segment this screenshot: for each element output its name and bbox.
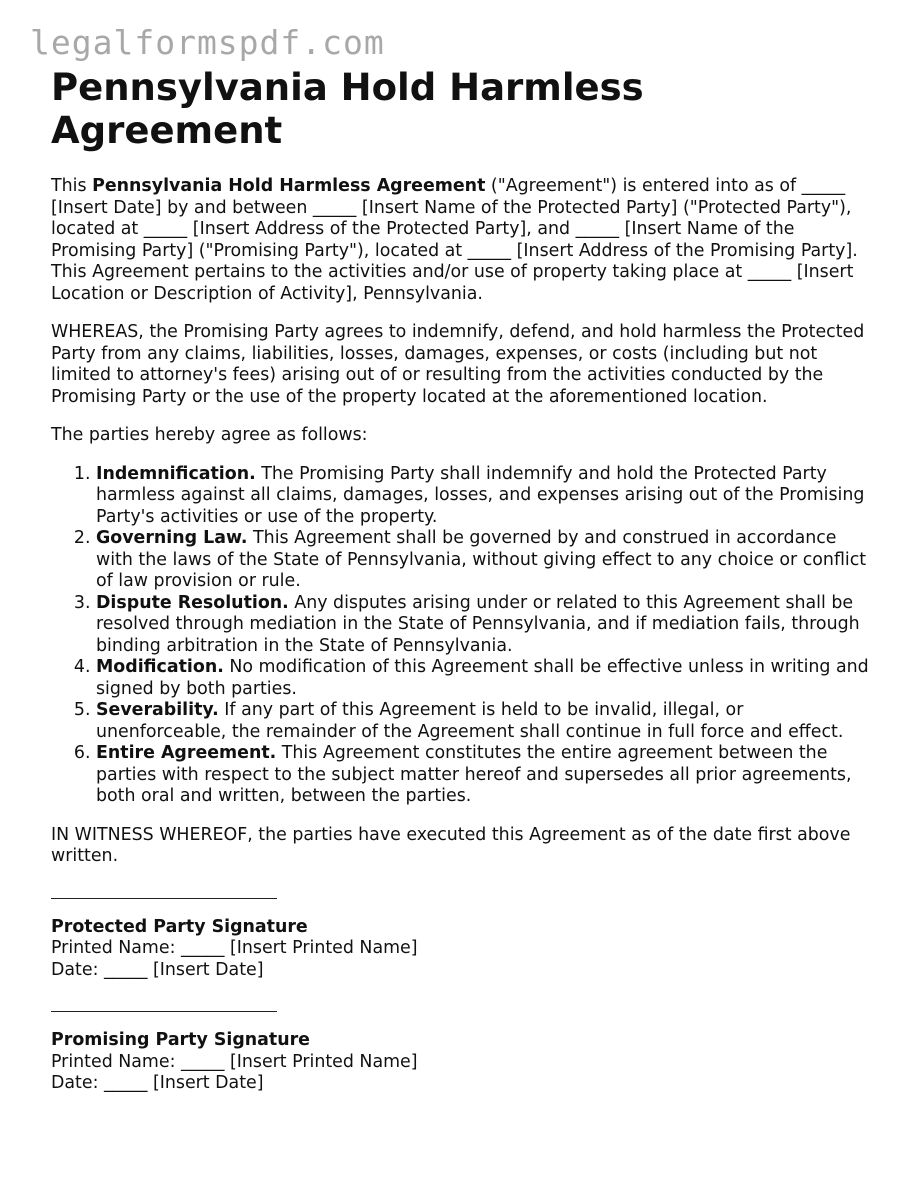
printed-name-field[interactable]: Printed Name: _____ [Insert Printed Name] xyxy=(51,938,418,958)
clause-heading: Dispute Resolution. xyxy=(96,592,289,613)
clause-item xyxy=(96,528,871,593)
clause-text: This Agreement shall be governed by and construed in accordance with the laws of the State of Pennsylvania, without giving effect to any choice or conflict of law provision or rule. xyxy=(96,528,867,591)
clause-text: No modification of this Agreement shall be effective unless in writing and signed by both parties. xyxy=(96,657,869,699)
clause-heading: Modification. xyxy=(96,657,224,677)
intro-rest: ("Agreement") is entered into as of _____ [Insert Date] by and between _____ [Insert Name of the Protected Party] ("Protected Party"), located at _____ [Insert Address of the Protected Party], and _____ [Insert Name of the Promising Party] ("Promising Party"), located at _____ [Insert Address of the Promising Party]. This Agreement pertains to the activities and/or use of property taking place at _____ [Insert Location or Description of Activity], Pennsylvania. xyxy=(51,176,858,304)
clause-heading: Entire Agreement. xyxy=(96,743,277,763)
clause-item xyxy=(96,743,871,808)
clause-text: Any disputes arising under or related to this Agreement shall be resolved through mediation in the State of Pennsylvania, and if mediation fails, through binding arbitration in the State of Pennsylvania. xyxy=(96,592,860,656)
clause-item xyxy=(96,593,871,658)
clause-text: This Agreement constitutes the entire agreement between the parties with respect to the subject matter hereof and supersedes all prior agreements, both oral and written, between the parties. xyxy=(96,743,852,806)
document-title: Pennsylvania Hold Harmless Agreement xyxy=(51,66,644,152)
watermark: legalformspdf.com xyxy=(30,23,385,62)
agree-intro: The parties hereby agree as follows: xyxy=(51,425,368,445)
signature-date-field[interactable]: Date: _____ [Insert Date] xyxy=(51,1073,264,1093)
printed-name-field[interactable]: Printed Name: _____ [Insert Printed Name] xyxy=(51,1051,418,1072)
clause-text: If any part of this Agreement is held to be invalid, illegal, or unenforceable, the remainder of the Agreement shall continue in full force and effect. xyxy=(96,700,844,742)
witness-paragraph: IN WITNESS WHEREOF, the parties have executed this Agreement as of the date first above written. xyxy=(51,824,851,866)
clause-heading: Governing Law. xyxy=(96,528,248,548)
signature-title: Promising Party Signature xyxy=(51,1030,310,1050)
clause-item xyxy=(96,464,871,529)
signature-date-field[interactable]: Date: _____ [Insert Date] xyxy=(51,959,264,980)
signature-line[interactable] xyxy=(51,898,277,899)
whereas-paragraph: WHEREAS, the Promising Party agrees to indemnify, defend, and hold harmless the Protected Party from any claims, liabilities, losses, damages, expenses, or costs (including but not limited to attorney's fees) arising out of or resulting from the activities conducted by the Promising Party or the use of the property located at the aforementioned location. xyxy=(51,322,865,407)
document-body xyxy=(51,176,871,1095)
clause-list xyxy=(51,464,871,808)
promising-party-signature-block xyxy=(51,1011,871,1095)
clause-heading: Indemnification. xyxy=(96,463,256,484)
intro-prefix: This xyxy=(51,176,93,196)
clause-text: The Promising Party shall indemnify and hold the Protected Party harmless against all claims, damages, losses, and expenses arising out of the Promising Party's activities or use of the property. xyxy=(96,463,865,527)
intro-bold-title: Pennsylvania Hold Harmless Agreement xyxy=(92,176,486,196)
signature-line[interactable] xyxy=(51,1011,277,1012)
protected-party-signature-block xyxy=(51,898,871,982)
signature-title: Protected Party Signature xyxy=(51,916,308,937)
intro-paragraph xyxy=(51,176,871,305)
clause-item xyxy=(96,700,871,743)
clause-heading: Severability. xyxy=(96,700,219,720)
clause-item xyxy=(96,657,871,700)
